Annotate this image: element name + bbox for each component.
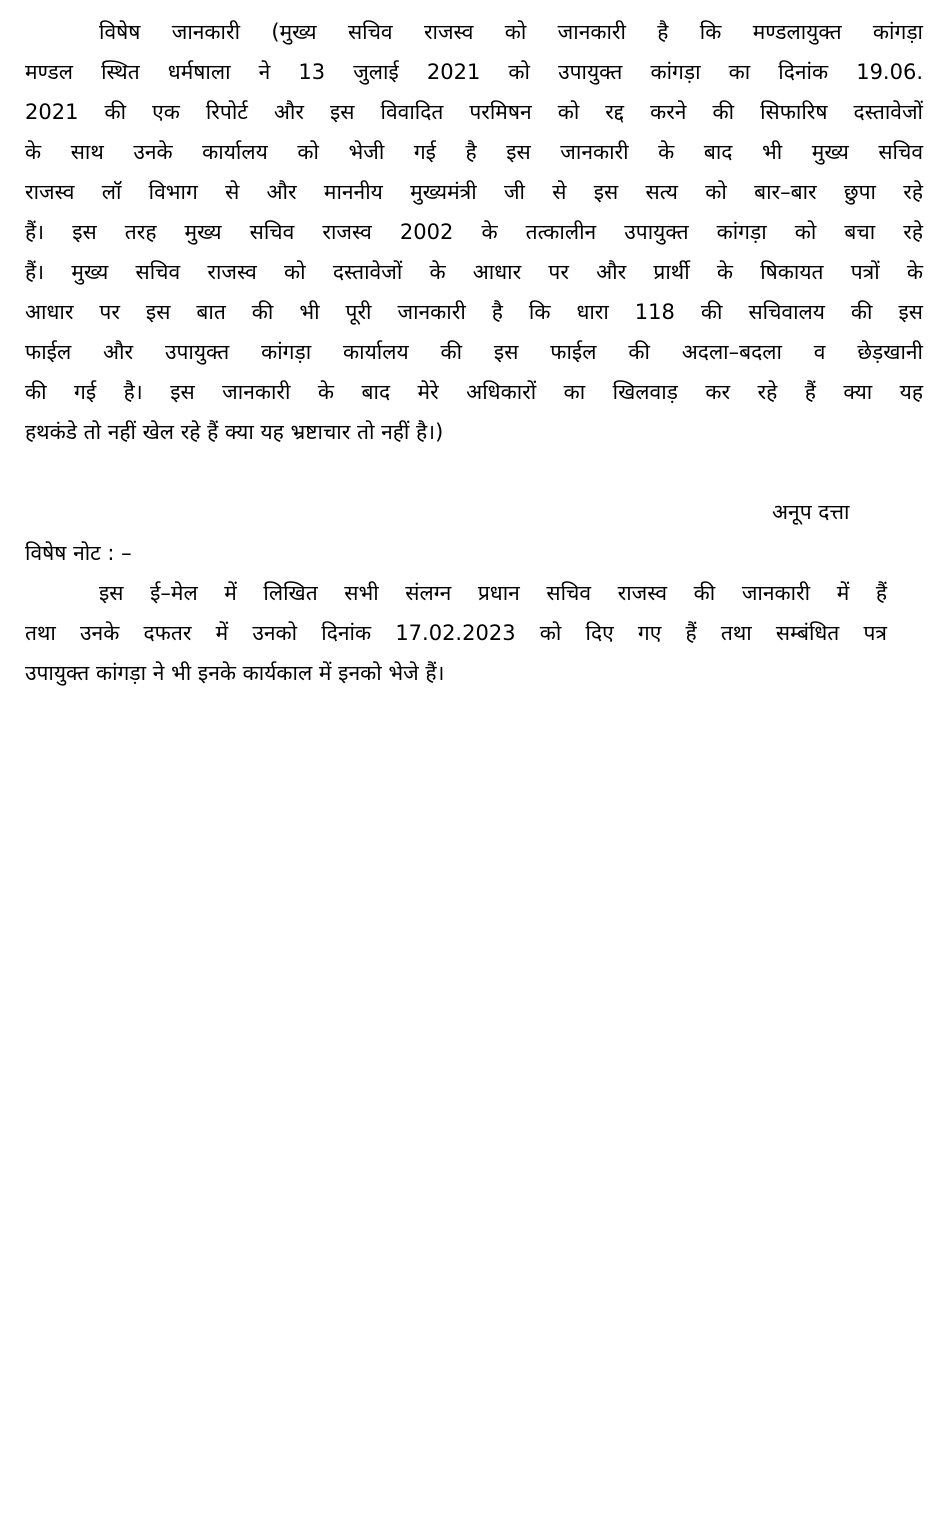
author-signature: अनूप दत्ता (772, 500, 850, 524)
paragraph-line: राजस्व लॉ विभाग से और माननीय मुख्यमंत्री जी से इस सत्य को बार–बार छुपा रहे (25, 180, 923, 204)
paragraph-line: हैं। इस तरह मुख्य सचिव राजस्व 2002 के तत्कालीन उपायुक्त कांगड़ा को बचा रहे (25, 220, 923, 244)
paragraph-line: उपायुक्त कांगड़ा ने भी इनके कार्यकाल में इनको भेजे हैं। (25, 661, 445, 685)
paragraph-line: फाईल और उपायुक्त कांगड़ा कार्यालय की इस फाईल की अदला–बदला व छेड़खानी (25, 340, 923, 364)
paragraph-line: के साथ उनके कार्यालय को भेजी गई है इस जानकारी के बाद भी मुख्य सचिव (25, 140, 923, 164)
paragraph-line: हैं। मुख्य सचिव राजस्व को दस्तावेजों के आधार पर और प्रार्थी के षिकायत पत्रों के (25, 260, 923, 284)
paragraph-line: विषेष जानकारी (मुख्य सचिव राजस्व को जानकारी है कि मण्डलायुक्त कांगड़ा (99, 20, 923, 44)
paragraph-line: हथकंडे तो नहीं खेल रहे हैं क्या यह भ्रष्टाचार तो नहीं है।) (25, 420, 444, 444)
paragraph-line: की गई है। इस जानकारी के बाद मेरे अधिकारों का खिलवाड़ कर रहे हैं क्या यह (25, 380, 923, 404)
paragraph-line: तथा उनके दफतर में उनको दिनांक 17.02.2023 को दिए गए हैं तथा सम्बंधित पत्र (25, 621, 887, 645)
special-note-paragraph (25, 573, 887, 693)
paragraph-line: इस ई–मेल में लिखित सभी संलग्न प्रधान सचिव राजस्व की जानकारी में हैं (99, 581, 887, 605)
paragraph-line: आधार पर इस बात की भी पूरी जानकारी है कि धारा 118 की सचिवालय की इस (25, 300, 923, 324)
information-paragraph (25, 12, 923, 452)
paragraph-line: मण्डल स्थित धर्मषाला ने 13 जुलाई 2021 को उपायुक्त कांगड़ा का दिनांक 19.06. (25, 60, 923, 84)
special-note-heading: विषेष नोट : – (25, 541, 132, 565)
paragraph-line: 2021 की एक रिपोर्ट और इस विवादित परमिषन को रद्द करने की सिफारिष दस्तावेजों (25, 100, 923, 124)
